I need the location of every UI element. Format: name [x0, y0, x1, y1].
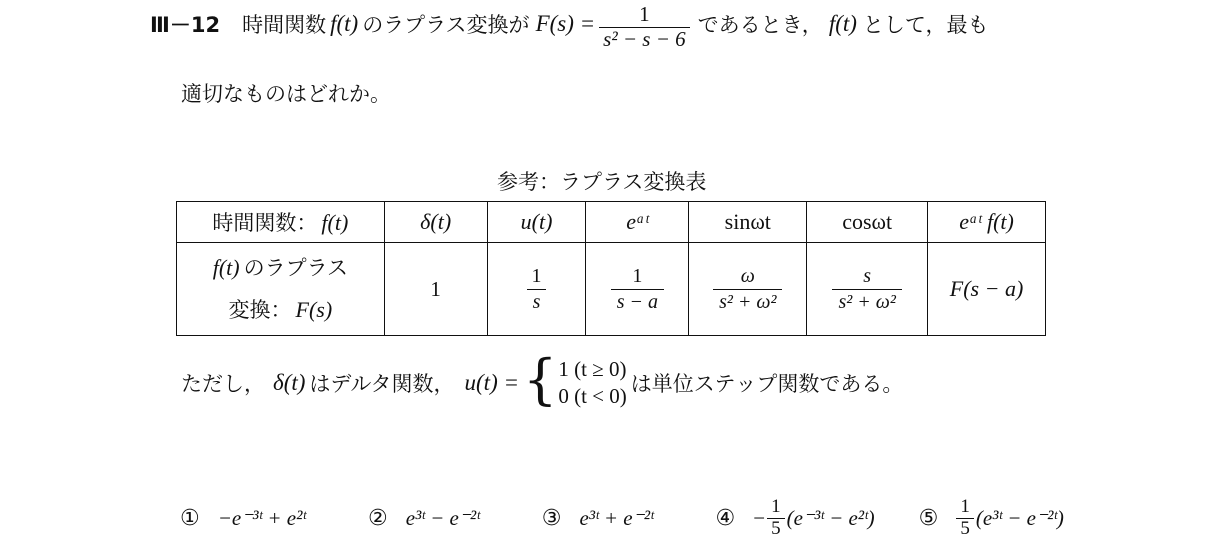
val-sin-den: s² + ω²: [713, 289, 782, 315]
table-transform-row: [177, 243, 1046, 336]
F-of-s: F(s) =: [535, 11, 596, 36]
table-header-row: [177, 202, 1046, 243]
col-exp: eᵃᵗ: [586, 202, 689, 243]
case-2: 0 (t < 0): [558, 384, 627, 408]
choice-3-mark: ③: [541, 505, 562, 531]
choice-4-expr: (e⁻³ᵗ − e²ᵗ): [786, 505, 875, 530]
val-exp-num: 1: [632, 264, 643, 287]
table-caption: 参考：ラプラス変換表: [497, 170, 707, 194]
choice-4-den: 5: [767, 518, 785, 540]
question-text-4: として，最も: [862, 13, 989, 37]
row-label-math-2: F(s): [295, 297, 333, 322]
choice-5-mark: ⑤: [918, 505, 939, 531]
val-step-num: 1: [531, 264, 542, 287]
row-label-text-2: 変換：: [228, 298, 292, 322]
choice-4-mark: ④: [715, 505, 736, 531]
val-sin-num: ω: [740, 264, 755, 287]
note-prefix: ただし，: [181, 372, 265, 396]
choices-row: [180, 494, 1064, 542]
col-delta: δ(t): [384, 202, 487, 243]
col-exp-shift: eᵃᵗ f(t): [928, 202, 1046, 243]
val-cos-num: s: [863, 264, 872, 287]
header-label: 時間関数：: [212, 211, 318, 235]
choice-2-expr: e³ᵗ − e⁻²ᵗ: [405, 505, 480, 530]
col-sin: sinωt: [689, 202, 807, 243]
choice-4[interactable]: [716, 497, 875, 540]
choice-4-num: 1: [771, 495, 781, 517]
col-cos: cosωt: [807, 202, 928, 243]
fraction-denominator: s² − s − 6: [599, 27, 689, 51]
cases-brace: {: [523, 348, 558, 411]
choice-1-mark: ①: [180, 505, 200, 531]
laplace-table: [176, 201, 1046, 336]
row-label-text-1: のラプラス: [243, 256, 348, 281]
choice-3-expr: e³ᵗ + e⁻²ᵗ: [579, 505, 654, 530]
f-of-t: f(t): [330, 11, 359, 36]
note-u-eq: u(t) =: [464, 370, 519, 395]
val-cos: [807, 243, 928, 336]
val-sin: [689, 243, 807, 336]
val-exp: [586, 243, 689, 336]
question-text-2: のラプラス変換が: [362, 13, 530, 37]
val-step-den: s: [527, 289, 547, 315]
choice-5[interactable]: [919, 497, 1064, 540]
col-step: u(t): [487, 202, 586, 243]
row-label-cell: [177, 243, 385, 336]
choice-5-expr: (e³ᵗ − e⁻²ᵗ): [975, 505, 1064, 530]
question-text-3: であるとき，: [697, 13, 823, 37]
note-delta-text: はデルタ関数，: [309, 372, 455, 396]
header-label-cell: [177, 202, 385, 243]
choice-3[interactable]: [542, 506, 654, 531]
f-of-t-2: f(t): [828, 11, 857, 36]
choice-1-expr: −e⁻³ᵗ + e²ᵗ: [217, 505, 306, 530]
choice-2[interactable]: [368, 506, 480, 531]
choice-5-den: 5: [956, 518, 974, 540]
row-label-math-1: f(t): [212, 255, 240, 281]
note-suffix: は単位ステップ関数である。: [630, 372, 904, 396]
question-line-2: 適切なものはどれか。: [181, 82, 391, 106]
question-line-1: [150, 2, 989, 51]
val-shift: F(s − a): [928, 243, 1046, 336]
transfer-fraction: [599, 3, 689, 50]
case-1: 1 (t ≥ 0): [558, 356, 627, 381]
note-line: [181, 350, 903, 416]
choice-4-coef: −: [753, 505, 766, 530]
val-cos-den: s² + ω²: [832, 289, 901, 315]
choice-2-mark: ②: [367, 505, 388, 531]
cases: [558, 356, 626, 411]
choice-4-fraction: [767, 497, 785, 540]
fraction-numerator: 1: [639, 2, 650, 27]
question-text-1: 時間関数: [242, 13, 327, 37]
choice-1[interactable]: [180, 506, 306, 531]
val-step: [487, 243, 586, 336]
question-number: Ⅲ－12: [150, 13, 221, 37]
choice-5-num: 1: [960, 495, 970, 517]
val-delta: 1: [384, 243, 487, 336]
note-delta: δ(t): [273, 370, 306, 395]
val-exp-den: s − a: [611, 289, 664, 315]
header-label-math: f(t): [321, 210, 349, 235]
choice-5-fraction: [956, 497, 974, 540]
